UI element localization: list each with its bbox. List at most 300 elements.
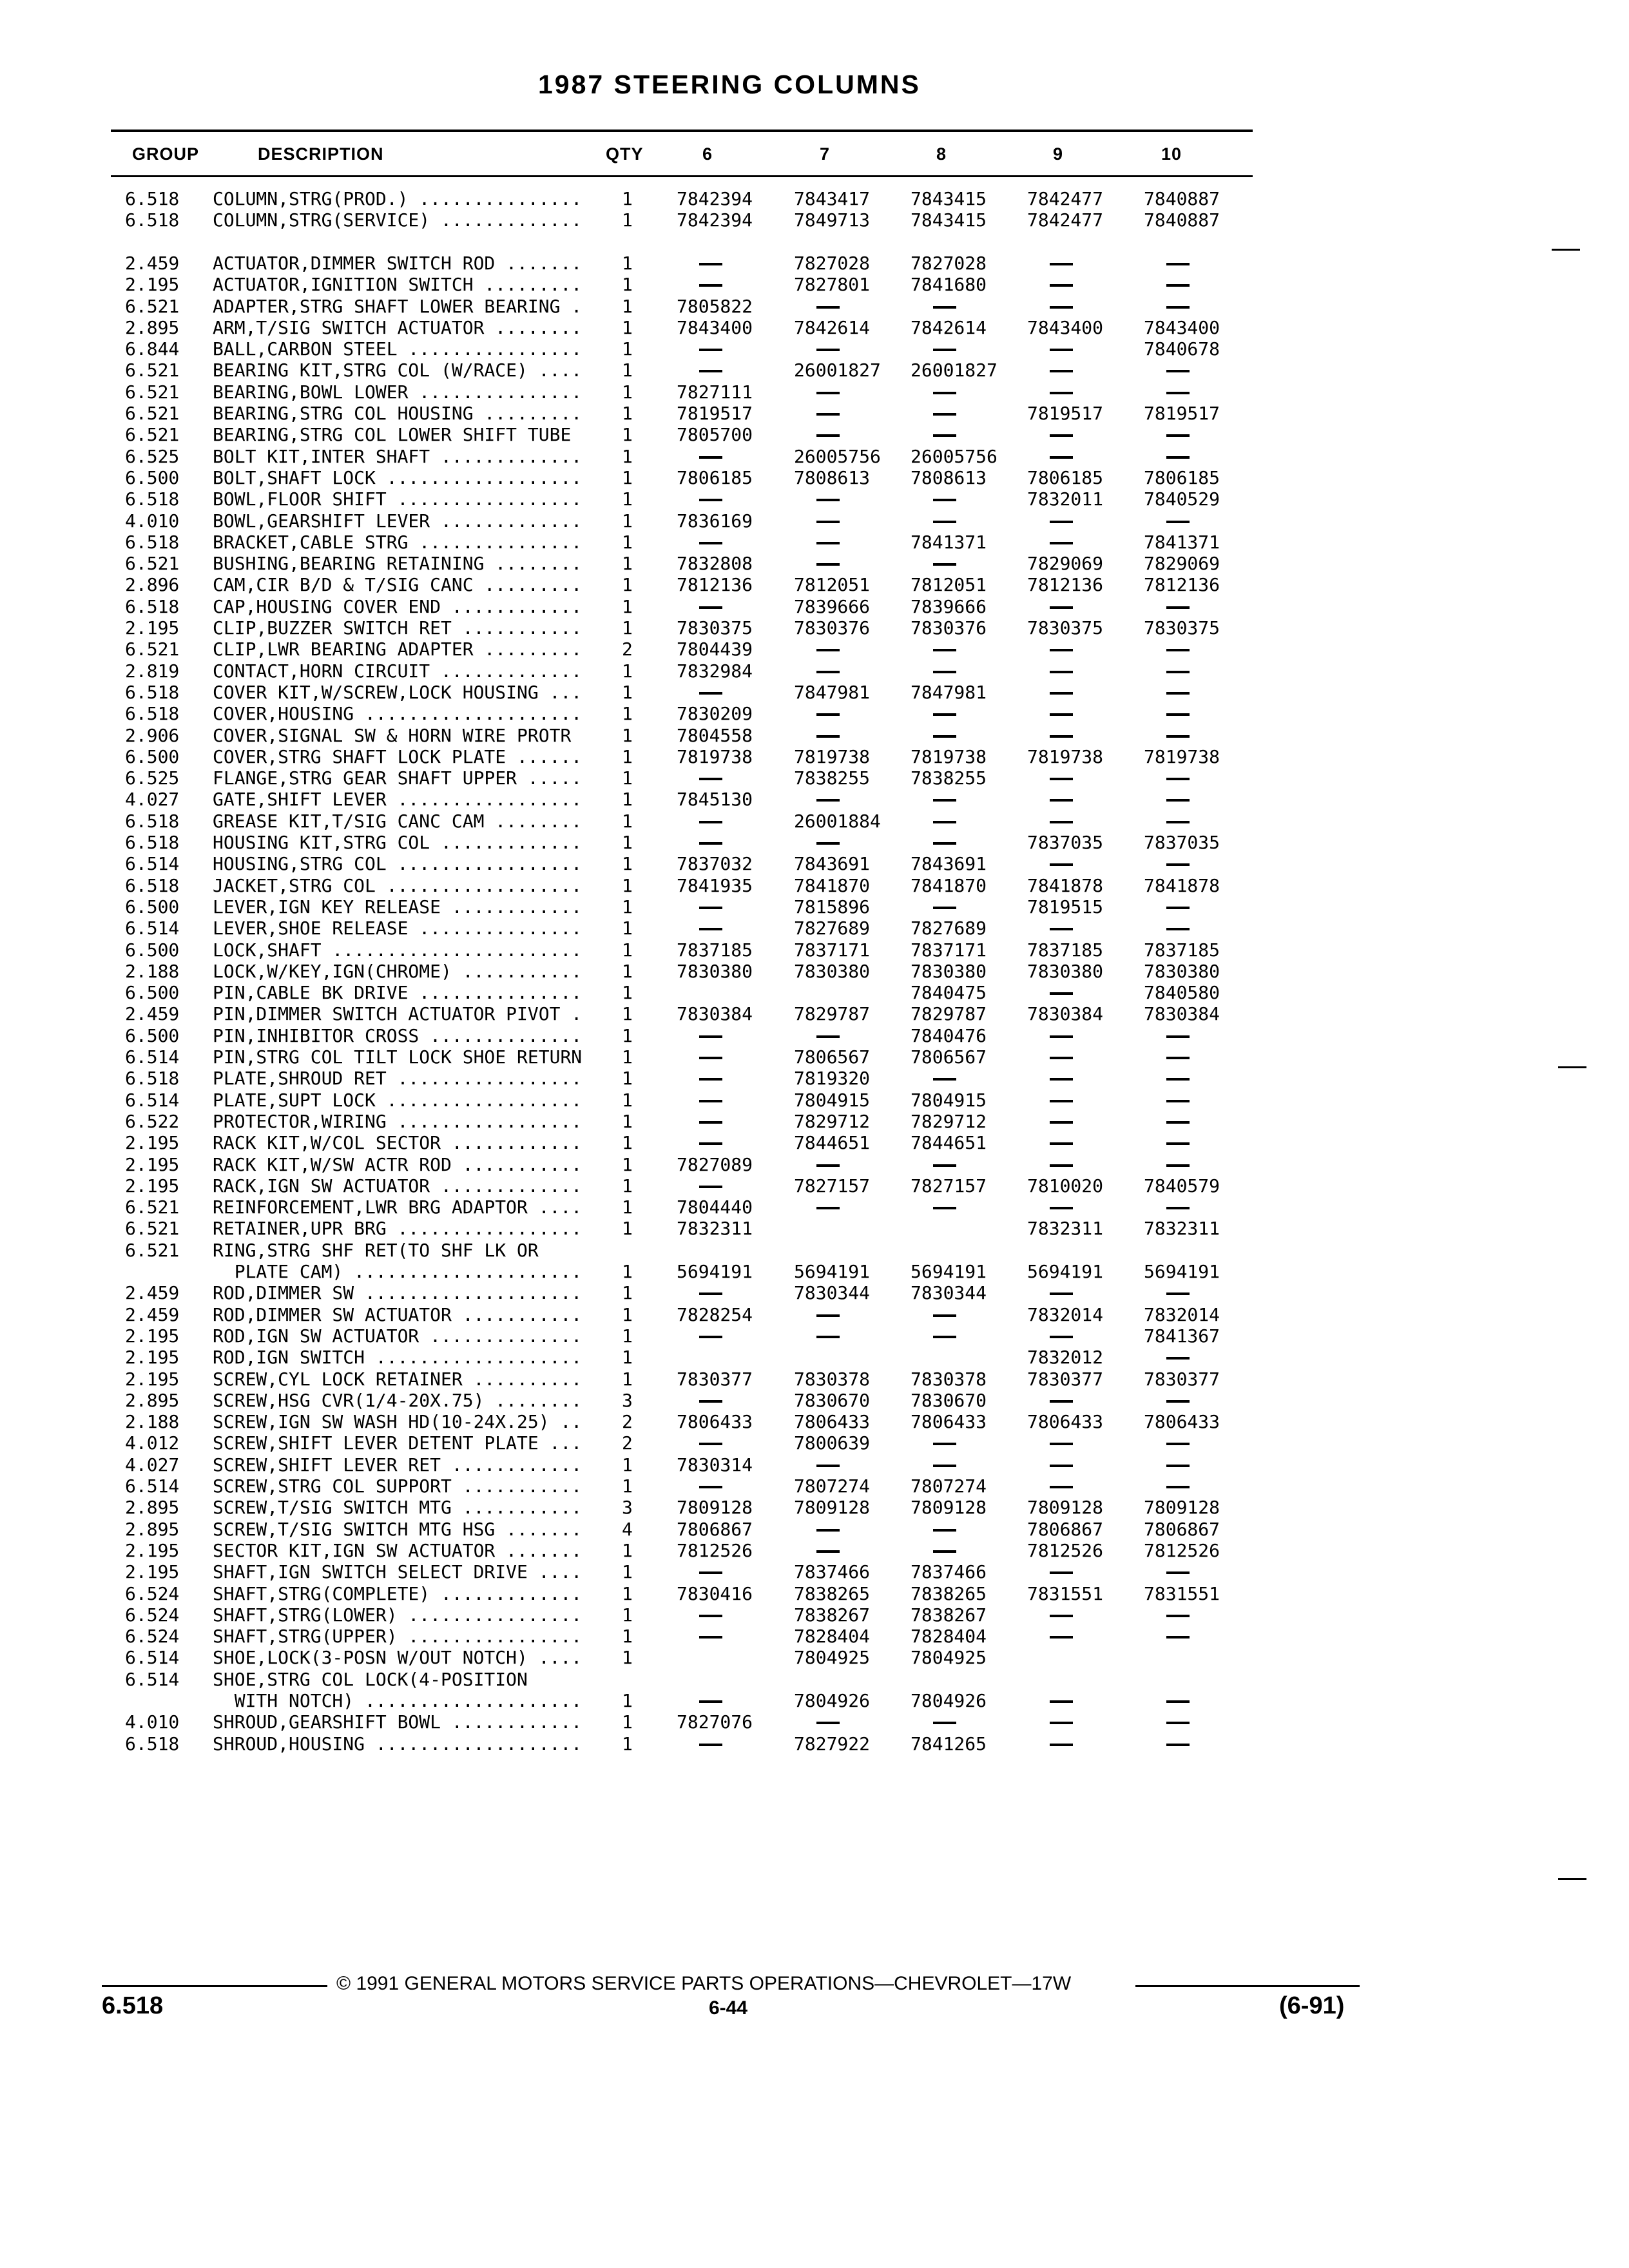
part-number: 7837171 bbox=[794, 939, 871, 961]
header-col-7: 7 bbox=[820, 144, 831, 164]
not-applicable-dash bbox=[794, 789, 840, 810]
not-applicable-dash bbox=[677, 832, 722, 853]
table-row bbox=[0, 1068, 1629, 1089]
part-description: SHOE,STRG COL LOCK(4-POSITION bbox=[213, 1668, 528, 1690]
part-qty: 1 bbox=[622, 360, 633, 381]
part-description: COVER,HOUSING .................... bbox=[213, 703, 583, 725]
not-applicable-dash bbox=[794, 832, 840, 853]
part-number: 7830314 bbox=[677, 1454, 753, 1475]
part-description: ROD,DIMMER SW ACTUATOR ........... bbox=[213, 1303, 583, 1325]
not-applicable-dash bbox=[1027, 1325, 1073, 1347]
part-number: 7831551 bbox=[1144, 1582, 1220, 1604]
part-description: PLATE,SUPT LOCK .................. bbox=[213, 1089, 583, 1111]
part-qty: 1 bbox=[622, 1132, 633, 1154]
not-applicable-dash bbox=[1144, 1068, 1190, 1089]
part-number: 7829787 bbox=[911, 1003, 987, 1025]
part-number: 7812136 bbox=[1027, 574, 1104, 596]
not-applicable-dash bbox=[1144, 1475, 1190, 1497]
part-qty: 1 bbox=[622, 209, 633, 231]
not-applicable-dash bbox=[1027, 853, 1073, 874]
part-description: BEARING,BOWL LOWER ............... bbox=[213, 381, 583, 403]
part-number: 7838265 bbox=[911, 1582, 987, 1604]
part-number: 7830380 bbox=[677, 960, 753, 982]
not-applicable-dash bbox=[911, 488, 956, 510]
part-number: 7843417 bbox=[794, 188, 871, 209]
table-row bbox=[0, 1583, 1629, 1604]
not-applicable-dash bbox=[677, 1561, 722, 1582]
part-number: 7843415 bbox=[911, 188, 987, 209]
part-number: 7812526 bbox=[1027, 1539, 1104, 1561]
part-description: ROD,IGN SW ACTUATOR .............. bbox=[213, 1325, 583, 1347]
not-applicable-dash bbox=[1144, 703, 1190, 724]
group-code: 6.500 bbox=[125, 466, 180, 488]
header-top-rule bbox=[111, 130, 1253, 132]
part-number: 7837185 bbox=[1144, 939, 1220, 961]
table-row bbox=[0, 553, 1629, 574]
part-qty: 1 bbox=[622, 188, 633, 209]
part-description: GREASE KIT,T/SIG CANC CAM ........ bbox=[213, 810, 583, 832]
part-number: 7838255 bbox=[794, 767, 871, 789]
part-number: 7844651 bbox=[911, 1132, 987, 1154]
not-applicable-dash bbox=[1144, 918, 1190, 939]
part-number: 7806867 bbox=[1144, 1518, 1220, 1540]
not-applicable-dash bbox=[1027, 532, 1073, 553]
part-description: ARM,T/SIG SWITCH ACTUATOR ........ bbox=[213, 316, 583, 338]
group-code: 6.500 bbox=[125, 982, 180, 1004]
part-qty: 1 bbox=[622, 1626, 633, 1648]
part-number: 7804558 bbox=[677, 724, 753, 746]
not-applicable-dash bbox=[911, 424, 956, 445]
not-applicable-dash bbox=[794, 510, 840, 532]
part-number: 7839666 bbox=[794, 595, 871, 617]
part-number: 7840887 bbox=[1144, 188, 1220, 209]
part-description: BOWL,GEARSHIFT LEVER ............. bbox=[213, 510, 583, 532]
group-code: 6.521 bbox=[125, 295, 180, 317]
part-number: 26005756 bbox=[911, 445, 998, 467]
not-applicable-dash bbox=[1144, 789, 1190, 810]
group-code: 2.195 bbox=[125, 1368, 180, 1390]
not-applicable-dash bbox=[911, 789, 956, 810]
part-qty: 2 bbox=[622, 1411, 633, 1433]
part-description: PIN,DIMMER SWITCH ACTUATOR PIVOT . bbox=[213, 1003, 583, 1025]
part-qty: 1 bbox=[622, 252, 633, 274]
part-number: 7837035 bbox=[1144, 832, 1220, 853]
part-description: SCREW,IGN SW WASH HD(10-24X.25) .. bbox=[213, 1411, 583, 1433]
part-number: 7819517 bbox=[1027, 403, 1104, 424]
not-applicable-dash bbox=[1144, 1690, 1190, 1711]
group-code: 2.819 bbox=[125, 660, 180, 682]
not-applicable-dash bbox=[1144, 274, 1190, 295]
part-description: SHROUD,HOUSING ................... bbox=[213, 1733, 583, 1754]
group-code: 6.514 bbox=[125, 1647, 180, 1669]
part-description: ACTUATOR,IGNITION SWITCH ......... bbox=[213, 274, 583, 296]
not-applicable-dash bbox=[677, 1132, 722, 1153]
part-qty: 1 bbox=[622, 1604, 633, 1626]
group-code: 6.524 bbox=[125, 1582, 180, 1604]
not-applicable-dash bbox=[911, 1432, 956, 1454]
table-row bbox=[0, 1132, 1629, 1153]
not-applicable-dash bbox=[794, 1519, 840, 1540]
group-code: 6.521 bbox=[125, 1218, 180, 1240]
not-applicable-dash bbox=[677, 1390, 722, 1411]
not-applicable-dash bbox=[677, 274, 722, 295]
part-number: 7800639 bbox=[794, 1432, 871, 1454]
part-number: 7830376 bbox=[794, 617, 871, 639]
part-description: CAP,HOUSING COVER END ............ bbox=[213, 595, 583, 617]
not-applicable-dash bbox=[794, 488, 840, 510]
table-row bbox=[0, 1519, 1629, 1540]
not-applicable-dash bbox=[677, 1626, 722, 1647]
not-applicable-dash bbox=[911, 832, 956, 853]
part-number: 7830377 bbox=[677, 1368, 753, 1390]
group-code: 6.514 bbox=[125, 1089, 180, 1111]
part-description: BEARING,STRG COL HOUSING ......... bbox=[213, 403, 583, 424]
part-number: 7827689 bbox=[794, 918, 871, 939]
group-code: 2.195 bbox=[125, 1561, 180, 1583]
not-applicable-dash bbox=[677, 596, 722, 617]
group-code: 6.518 bbox=[125, 488, 180, 510]
part-qty: 1 bbox=[622, 466, 633, 488]
group-code: 2.195 bbox=[125, 617, 180, 639]
group-code: 6.518 bbox=[125, 188, 180, 209]
not-applicable-dash bbox=[1144, 1711, 1190, 1733]
part-qty: 1 bbox=[622, 874, 633, 896]
part-qty: 1 bbox=[622, 1325, 633, 1347]
table-row bbox=[0, 1304, 1629, 1325]
part-number: 7815896 bbox=[794, 896, 871, 918]
footer-rule-right bbox=[1135, 1985, 1360, 1987]
part-description: RACK KIT,W/SW ACTR ROD ........... bbox=[213, 1153, 583, 1175]
table-row bbox=[0, 1282, 1629, 1303]
group-code: 6.521 bbox=[125, 381, 180, 403]
part-description: COVER KIT,W/SCREW,LOCK HOUSING ... bbox=[213, 681, 583, 703]
part-qty: 1 bbox=[622, 1561, 633, 1583]
table-row bbox=[0, 1561, 1629, 1582]
not-applicable-dash bbox=[794, 1711, 840, 1733]
header-description: DESCRIPTION bbox=[258, 144, 384, 164]
group-code: 2.195 bbox=[125, 1175, 180, 1196]
part-number: 7827076 bbox=[677, 1711, 753, 1733]
part-description: BALL,CARBON STEEL ................ bbox=[213, 338, 583, 360]
part-number: 7837185 bbox=[1027, 939, 1104, 961]
part-number: 7842477 bbox=[1027, 209, 1104, 231]
table-row bbox=[0, 1111, 1629, 1132]
part-qty: 1 bbox=[622, 1024, 633, 1046]
part-qty: 3 bbox=[622, 1389, 633, 1411]
part-number: 7832311 bbox=[1144, 1218, 1220, 1240]
part-number: 7837466 bbox=[911, 1561, 987, 1583]
part-description: SHAFT,STRG(COMPLETE) ............. bbox=[213, 1582, 583, 1604]
part-number: 7828254 bbox=[677, 1303, 753, 1325]
part-number: 7830377 bbox=[1144, 1368, 1220, 1390]
not-applicable-dash bbox=[911, 811, 956, 832]
group-code: 2.195 bbox=[125, 274, 180, 296]
part-qty: 1 bbox=[622, 510, 633, 532]
part-number: 7806433 bbox=[794, 1411, 871, 1433]
part-qty: 1 bbox=[622, 982, 633, 1004]
part-number: 7842394 bbox=[677, 209, 753, 231]
not-applicable-dash bbox=[1027, 1733, 1073, 1754]
part-number: 7830670 bbox=[794, 1389, 871, 1411]
part-number: 7830380 bbox=[794, 960, 871, 982]
group-code: 6.518 bbox=[125, 681, 180, 703]
table-row bbox=[0, 1432, 1629, 1454]
not-applicable-dash bbox=[677, 918, 722, 939]
part-description: SECTOR KIT,IGN SW ACTUATOR ....... bbox=[213, 1539, 583, 1561]
part-number: 7819738 bbox=[677, 745, 753, 767]
table-row bbox=[0, 1411, 1629, 1432]
part-number: 7830380 bbox=[1027, 960, 1104, 982]
group-code: 2.195 bbox=[125, 1325, 180, 1347]
not-applicable-dash bbox=[794, 1325, 840, 1347]
group-code: 6.521 bbox=[125, 360, 180, 381]
part-number: 7827089 bbox=[677, 1153, 753, 1175]
group-code: 2.195 bbox=[125, 1347, 180, 1369]
part-number: 7841878 bbox=[1144, 874, 1220, 896]
part-description: BOWL,FLOOR SHIFT ................. bbox=[213, 488, 583, 510]
part-number: 7831551 bbox=[1027, 1582, 1104, 1604]
table-row bbox=[0, 446, 1629, 467]
part-number: 7841935 bbox=[677, 874, 753, 896]
part-number: 7840579 bbox=[1144, 1175, 1220, 1196]
part-number: 7812136 bbox=[677, 574, 753, 596]
not-applicable-dash bbox=[794, 703, 840, 724]
table-row bbox=[0, 1046, 1629, 1068]
part-qty: 1 bbox=[622, 1303, 633, 1325]
not-applicable-dash bbox=[794, 1540, 840, 1561]
not-applicable-dash bbox=[1027, 767, 1073, 789]
part-number: 7827801 bbox=[794, 274, 871, 296]
header-col-10: 10 bbox=[1161, 144, 1182, 164]
group-code: 4.027 bbox=[125, 1454, 180, 1475]
part-description: CAM,CIR B/D & T/SIG CANC ......... bbox=[213, 574, 583, 596]
not-applicable-dash bbox=[1144, 682, 1190, 703]
not-applicable-dash bbox=[911, 660, 956, 682]
part-number: 5694191 bbox=[911, 1261, 987, 1282]
part-number: 7806185 bbox=[1027, 466, 1104, 488]
table-row bbox=[0, 360, 1629, 381]
part-number: 7841367 bbox=[1144, 1325, 1220, 1347]
table-row bbox=[0, 1690, 1629, 1711]
part-qty: 1 bbox=[622, 1347, 633, 1369]
group-code: 6.525 bbox=[125, 445, 180, 467]
group-code: 2.459 bbox=[125, 1282, 180, 1304]
not-applicable-dash bbox=[1027, 1711, 1073, 1733]
part-description: SHAFT,IGN SWITCH SELECT DRIVE .... bbox=[213, 1561, 583, 1583]
not-applicable-dash bbox=[1144, 424, 1190, 445]
group-code: 6.518 bbox=[125, 1068, 180, 1090]
part-number: 7804915 bbox=[911, 1089, 987, 1111]
part-number: 7843400 bbox=[677, 316, 753, 338]
part-qty: 1 bbox=[622, 531, 633, 553]
header-col-8: 8 bbox=[936, 144, 947, 164]
part-description: SHOE,LOCK(3-POSN W/OUT NOTCH) .... bbox=[213, 1647, 583, 1669]
part-number: 7830416 bbox=[677, 1582, 753, 1604]
part-description: SCREW,STRG COL SUPPORT ........... bbox=[213, 1475, 583, 1497]
part-description: LOCK,SHAFT ....................... bbox=[213, 939, 583, 961]
group-code: 6.518 bbox=[125, 832, 180, 853]
part-qty: 1 bbox=[622, 1196, 633, 1218]
table-row bbox=[0, 703, 1629, 724]
header-qty: QTY bbox=[606, 144, 644, 164]
part-number: 26001884 bbox=[794, 810, 881, 832]
part-number: 7806433 bbox=[911, 1411, 987, 1433]
group-code: 2.459 bbox=[125, 252, 180, 274]
not-applicable-dash bbox=[677, 1090, 722, 1111]
group-code: 6.514 bbox=[125, 918, 180, 939]
not-applicable-dash bbox=[911, 1304, 956, 1325]
not-applicable-dash bbox=[677, 338, 722, 360]
not-applicable-dash bbox=[677, 1475, 722, 1497]
group-code: 2.195 bbox=[125, 1539, 180, 1561]
part-number: 7809128 bbox=[794, 1497, 871, 1519]
table-row bbox=[0, 296, 1629, 317]
not-applicable-dash bbox=[1027, 918, 1073, 939]
not-applicable-dash bbox=[911, 1711, 956, 1733]
part-qty: 1 bbox=[622, 1539, 633, 1561]
group-code: 4.012 bbox=[125, 1432, 180, 1454]
not-applicable-dash bbox=[1027, 1046, 1073, 1068]
table-row bbox=[0, 639, 1629, 660]
part-number: 7827111 bbox=[677, 381, 753, 403]
not-applicable-dash bbox=[1027, 1025, 1073, 1046]
not-applicable-dash bbox=[677, 682, 722, 703]
part-number: 7838267 bbox=[794, 1604, 871, 1626]
part-qty: 1 bbox=[622, 789, 633, 811]
part-description: COVER,SIGNAL SW & HORN WIRE PROTR bbox=[213, 724, 572, 746]
part-qty: 1 bbox=[622, 1003, 633, 1025]
part-number: 7806867 bbox=[1027, 1518, 1104, 1540]
part-qty: 1 bbox=[622, 595, 633, 617]
part-number: 7830209 bbox=[677, 703, 753, 725]
table-row bbox=[0, 596, 1629, 617]
group-code: 6.500 bbox=[125, 745, 180, 767]
part-qty: 1 bbox=[622, 810, 633, 832]
not-applicable-dash bbox=[677, 532, 722, 553]
part-number: 7804440 bbox=[677, 1196, 753, 1218]
part-number: 7819738 bbox=[794, 745, 871, 767]
part-number: 7839666 bbox=[911, 595, 987, 617]
part-number: 7840678 bbox=[1144, 338, 1220, 360]
footer-group-ref: 6.518 bbox=[102, 1992, 164, 2019]
not-applicable-dash bbox=[1027, 510, 1073, 532]
not-applicable-dash bbox=[1144, 1347, 1190, 1368]
not-applicable-dash bbox=[794, 424, 840, 445]
not-applicable-dash bbox=[677, 1046, 722, 1068]
part-number: 7830384 bbox=[677, 1003, 753, 1025]
table-row bbox=[0, 1261, 1629, 1282]
part-number: 7830380 bbox=[911, 960, 987, 982]
not-applicable-dash bbox=[677, 488, 722, 510]
not-applicable-dash bbox=[911, 403, 956, 424]
not-applicable-dash bbox=[1144, 253, 1190, 274]
group-code: 6.514 bbox=[125, 1046, 180, 1068]
part-number: 7837466 bbox=[794, 1561, 871, 1583]
part-description: SCREW,HSG CVR(1/4-20X.75) ........ bbox=[213, 1389, 583, 1411]
part-qty: 1 bbox=[622, 553, 633, 575]
part-description: REINFORCEMENT,LWR BRG ADAPTOR .... bbox=[213, 1196, 583, 1218]
part-description: SHAFT,STRG(LOWER) ................ bbox=[213, 1604, 583, 1626]
table-row bbox=[0, 682, 1629, 703]
not-applicable-dash bbox=[1027, 982, 1073, 1003]
not-applicable-dash bbox=[1144, 1282, 1190, 1303]
not-applicable-dash bbox=[794, 639, 840, 660]
not-applicable-dash bbox=[1144, 360, 1190, 381]
part-number: 7806433 bbox=[677, 1411, 753, 1433]
part-description: RACK,IGN SW ACTUATOR ............. bbox=[213, 1175, 583, 1196]
part-number: 7843691 bbox=[794, 853, 871, 875]
part-number: 7841371 bbox=[911, 531, 987, 553]
part-number: 7805822 bbox=[677, 295, 753, 317]
part-qty: 1 bbox=[622, 1261, 633, 1282]
table-row bbox=[0, 1347, 1629, 1368]
part-description: SCREW,SHIFT LEVER RET ............ bbox=[213, 1454, 583, 1475]
part-number: 7809128 bbox=[677, 1497, 753, 1519]
table-row bbox=[0, 746, 1629, 767]
part-number: 7806433 bbox=[1144, 1411, 1220, 1433]
table-row bbox=[0, 1154, 1629, 1175]
not-applicable-dash bbox=[1144, 1432, 1190, 1454]
part-number: 7830344 bbox=[911, 1282, 987, 1304]
part-number: 7807274 bbox=[911, 1475, 987, 1497]
table-row bbox=[0, 617, 1629, 639]
not-applicable-dash bbox=[1144, 446, 1190, 467]
group-code: 2.896 bbox=[125, 574, 180, 596]
not-applicable-dash bbox=[1027, 296, 1073, 317]
group-code: 2.195 bbox=[125, 1132, 180, 1154]
not-applicable-dash bbox=[677, 1282, 722, 1303]
not-applicable-dash bbox=[677, 1432, 722, 1454]
part-description: BEARING KIT,STRG COL (W/RACE) .... bbox=[213, 360, 583, 381]
not-applicable-dash bbox=[1144, 853, 1190, 874]
part-description: ROD,DIMMER SW .................... bbox=[213, 1282, 583, 1304]
group-code: 6.500 bbox=[125, 896, 180, 918]
part-number: 7832311 bbox=[677, 1218, 753, 1240]
table-row bbox=[0, 1025, 1629, 1046]
part-description: CLIP,LWR BEARING ADAPTER ......... bbox=[213, 639, 583, 660]
part-number: 7843691 bbox=[911, 853, 987, 875]
header-bottom-rule bbox=[111, 175, 1253, 177]
not-applicable-dash bbox=[1144, 1154, 1190, 1175]
part-number: 7804926 bbox=[794, 1690, 871, 1711]
part-number: 7832011 bbox=[1027, 488, 1104, 510]
part-qty: 1 bbox=[622, 1647, 633, 1669]
not-applicable-dash bbox=[794, 1196, 840, 1218]
part-number: 7806567 bbox=[794, 1046, 871, 1068]
part-description: SCREW,T/SIG SWITCH MTG HSG ....... bbox=[213, 1518, 583, 1540]
not-applicable-dash bbox=[1144, 1132, 1190, 1153]
part-number: 7840475 bbox=[911, 982, 987, 1004]
table-row bbox=[0, 725, 1629, 746]
table-row bbox=[0, 1175, 1629, 1196]
not-applicable-dash bbox=[1144, 767, 1190, 789]
group-code: 2.906 bbox=[125, 724, 180, 746]
part-qty: 1 bbox=[622, 403, 633, 424]
part-description: SCREW,T/SIG SWITCH MTG ........... bbox=[213, 1497, 583, 1519]
not-applicable-dash bbox=[677, 1733, 722, 1754]
part-description: SCREW,SHIFT LEVER DETENT PLATE ... bbox=[213, 1432, 583, 1454]
part-number: 7827028 bbox=[794, 252, 871, 274]
part-number: 26005756 bbox=[794, 445, 881, 467]
not-applicable-dash bbox=[794, 296, 840, 317]
part-number: 7827689 bbox=[911, 918, 987, 939]
not-applicable-dash bbox=[1027, 360, 1073, 381]
not-applicable-dash bbox=[911, 703, 956, 724]
group-code: 6.514 bbox=[125, 853, 180, 875]
not-applicable-dash bbox=[1027, 1475, 1073, 1497]
part-number: 7812526 bbox=[1144, 1539, 1220, 1561]
part-number: 7827157 bbox=[911, 1175, 987, 1196]
